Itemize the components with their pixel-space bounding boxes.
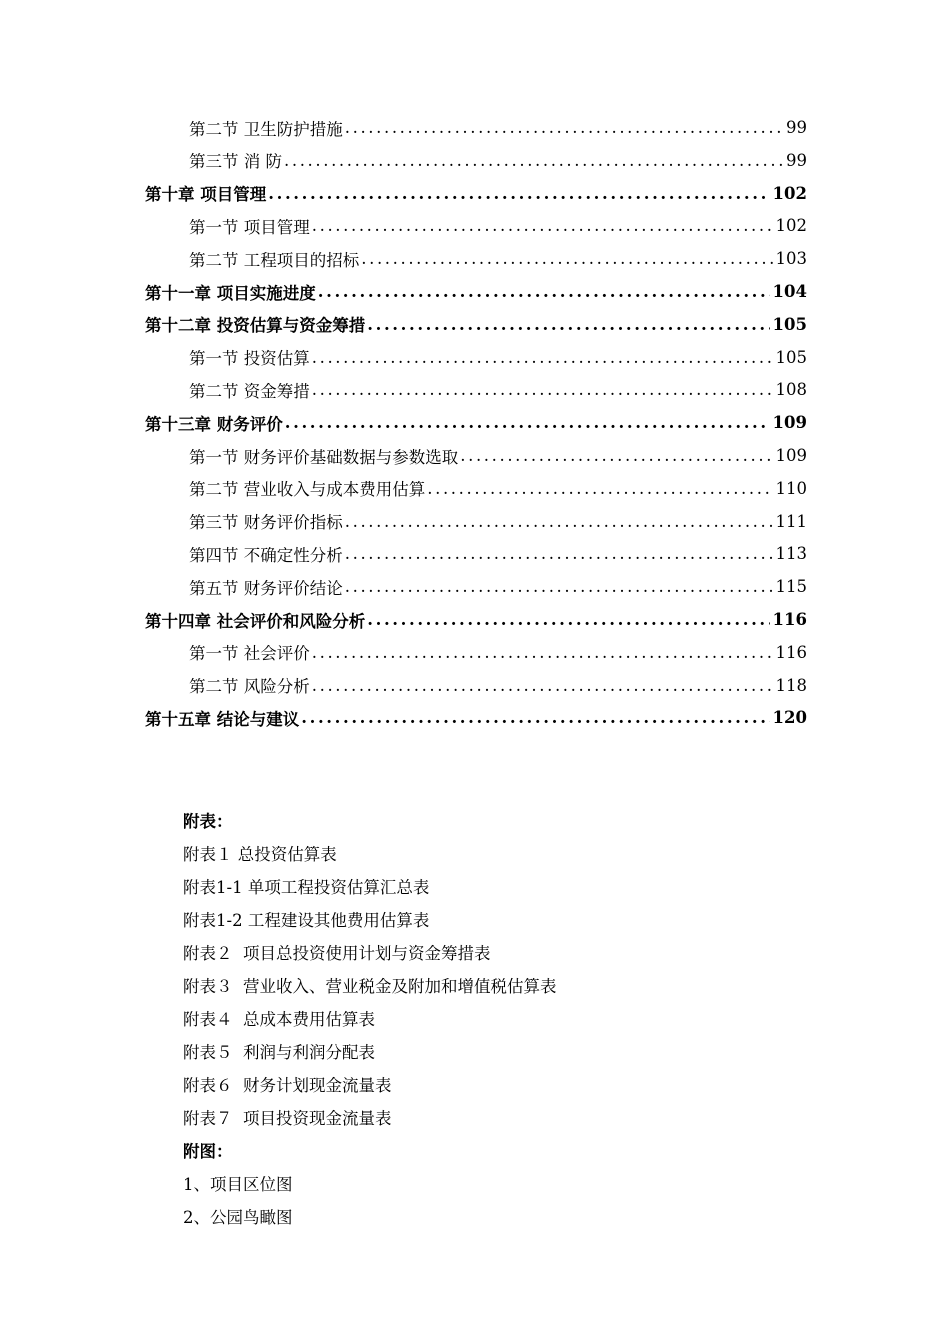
toc-entry-title: 第十五章 结论与建议 (145, 709, 300, 729)
toc-dot-leader (312, 643, 773, 662)
toc-entry-title: 第一节 投资估算 (189, 349, 310, 369)
appendix-table-item: 附表４ 总成本费用估算表 (183, 1010, 375, 1029)
toc-entry-title: 第二节 营业收入与成本费用估算 (189, 480, 426, 500)
toc-page-number: 109 (772, 413, 807, 433)
toc-page-number: 109 (775, 446, 807, 465)
appendix-table-item: 附表1-1 单项工程投资估算汇总表 (183, 878, 430, 897)
toc-dot-leader (301, 708, 769, 727)
toc-entry-title: 第二节 工程项目的招标 (189, 250, 360, 270)
toc-dot-leader (312, 348, 773, 367)
toc-page-number: 105 (775, 347, 807, 367)
toc-section-entry[interactable] (189, 505, 807, 538)
toc-chapter-entry[interactable] (145, 275, 807, 308)
toc-entry-title: 第一节 项目管理 (189, 217, 310, 237)
toc-entry-title: 第四节 不确定性分析 (189, 545, 343, 565)
toc-chapter-entry[interactable] (145, 603, 807, 636)
toc-section-entry[interactable] (189, 669, 807, 702)
toc-dot-leader (284, 151, 783, 170)
toc-page-number: 99 (786, 118, 807, 137)
toc-dot-leader (460, 446, 772, 465)
toc-dot-leader (312, 676, 773, 695)
toc-section-entry[interactable] (189, 570, 807, 603)
toc-entry-title: 第三节 消 防 (189, 152, 282, 172)
toc-page-number: 113 (775, 544, 807, 564)
toc-entry-title: 第二节 资金筹措 (189, 381, 310, 401)
appendix-table-item: 附表５ 利润与利润分配表 (183, 1043, 375, 1062)
toc-chapter-entry[interactable] (145, 406, 807, 439)
toc-page-number: 99 (786, 150, 807, 170)
toc-section-entry[interactable] (189, 341, 807, 374)
toc-dot-leader (312, 216, 773, 235)
toc-dot-leader (318, 282, 770, 301)
toc-section-entry[interactable] (189, 636, 807, 669)
toc-section-entry[interactable] (189, 472, 807, 505)
toc-dot-leader (427, 479, 772, 498)
toc-section-entry[interactable] (189, 537, 807, 570)
appendix-table-item: 附表１ 总投资估算表 (183, 845, 337, 864)
toc-dot-leader (367, 610, 769, 629)
toc-entry-title: 第一节 财务评价基础数据与参数选取 (189, 447, 459, 467)
appendix-table-item: 附表７ 项目投资现金流量表 (183, 1109, 392, 1128)
toc-page-number: 116 (775, 642, 807, 662)
toc-entry-title: 第十四章 社会评价和风险分析 (145, 611, 366, 631)
appendix-figure-item: 2、公园鸟瞰图 (183, 1208, 293, 1227)
toc-page-number: 115 (775, 577, 807, 597)
toc-page-number: 116 (772, 610, 807, 629)
toc-entry-title: 第一节 社会评价 (189, 644, 310, 664)
appendix-table-item: 附表２ 项目总投资使用计划与资金筹措表 (183, 944, 491, 963)
toc-section-entry[interactable] (189, 242, 807, 275)
toc-page-number: 120 (772, 708, 807, 728)
toc-dot-leader (285, 413, 770, 432)
toc-dot-leader (367, 315, 769, 334)
toc-dot-leader (268, 184, 769, 203)
toc-dot-leader (345, 512, 773, 531)
appendix-table-item: 附表３ 营业收入、营业税金及附加和增值税估算表 (183, 977, 557, 996)
toc-dot-leader (345, 118, 783, 137)
appendix-figure-item: 1、项目区位图 (183, 1175, 293, 1194)
toc-chapter-entry[interactable] (145, 701, 807, 734)
toc-page-number: 118 (775, 675, 807, 695)
toc-entry-title: 第五节 财务评价结论 (189, 578, 343, 598)
toc-section-entry[interactable] (189, 439, 807, 472)
toc-page-number: 104 (772, 282, 807, 301)
toc-entry-title: 第十三章 财务评价 (145, 414, 283, 434)
toc-page-number: 102 (775, 216, 807, 236)
toc-page-number: 110 (775, 478, 807, 498)
appendix-figures-heading: 附图： (183, 1142, 233, 1161)
toc-section-entry[interactable] (189, 373, 807, 406)
toc-entry-title: 第十章 项目管理 (145, 185, 267, 205)
toc-section-entry[interactable] (189, 209, 807, 242)
toc-entry-title: 第二节 卫生防护措施 (189, 119, 343, 139)
toc-dot-leader (312, 380, 773, 399)
appendix-table-item: 附表６ 财务计划现金流量表 (183, 1076, 392, 1095)
toc-section-entry[interactable] (189, 144, 807, 177)
toc-page-number: 105 (772, 314, 807, 334)
toc-dot-leader (345, 544, 773, 563)
toc-entry-title: 第三节 财务评价指标 (189, 513, 343, 533)
toc-page-number: 103 (775, 249, 807, 269)
toc-section-entry[interactable] (189, 111, 807, 144)
appendix-table-item: 附表1-2 工程建设其他费用估算表 (183, 911, 430, 930)
toc-dot-leader (361, 249, 772, 268)
toc-page-number: 108 (775, 380, 807, 400)
toc-page-number: 102 (772, 183, 807, 203)
toc-page-number: 111 (775, 511, 807, 531)
toc-entry-title: 第十二章 投资估算与资金筹措 (145, 316, 366, 336)
toc-entry-title: 第十一章 项目实施进度 (145, 283, 316, 303)
toc-chapter-entry[interactable] (145, 177, 807, 210)
appendix-tables-heading: 附表： (183, 812, 233, 831)
toc-chapter-entry[interactable] (145, 308, 807, 341)
toc-dot-leader (345, 577, 773, 596)
toc-entry-title: 第二节 风险分析 (189, 677, 310, 697)
